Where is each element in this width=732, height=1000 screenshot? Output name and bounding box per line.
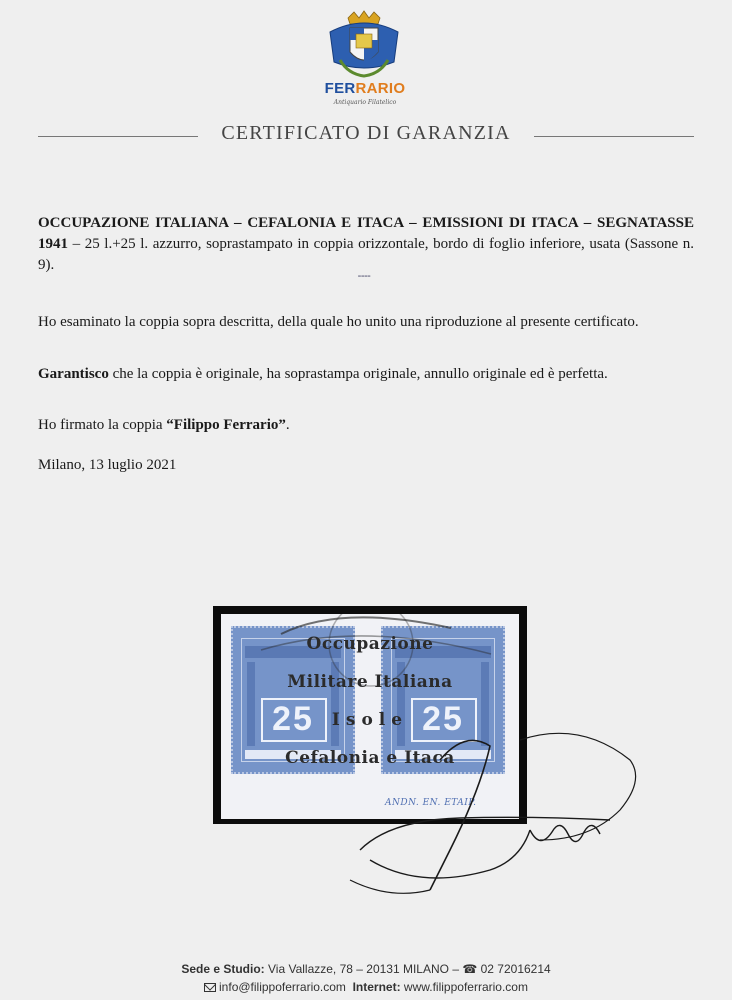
signer-name: “Filippo Ferrario” [166, 417, 286, 433]
handwritten-signature [330, 700, 650, 910]
guarantee-paragraph [38, 364, 694, 385]
title-row [38, 122, 694, 148]
overprint-line-3: Isole [331, 710, 409, 730]
guarantee-label: Garantisco [38, 366, 109, 382]
description-text: – 25 l.+25 l. azzurro, soprastampato in coppia orizzontale, bordo di foglio inferiore, usata (Sassone n. 9). [38, 236, 694, 273]
website-link[interactable]: www.filippoferrario.com [400, 980, 528, 994]
title-rule-left [38, 136, 198, 137]
place-date: Milano, 13 luglio 2021 [38, 457, 177, 473]
certificate-title: CERTIFICATO DI GARANZIA [221, 122, 511, 144]
crest-icon [318, 10, 410, 82]
brand-prefix: FER [324, 80, 356, 97]
overprint-line-2: Militare Italiana [287, 672, 453, 692]
internet-label: Internet: [352, 980, 401, 994]
brand-logo-text [300, 80, 430, 97]
footer-contacts [0, 980, 732, 994]
brand-accent: RARIO [355, 80, 406, 97]
stamp-value: 25 [422, 700, 464, 738]
stamp-value: 25 [272, 700, 314, 738]
signed-text: Ho firmato la coppia [38, 417, 167, 433]
mail-icon [204, 983, 216, 992]
guarantee-text: che la coppia è originale, ha soprastampa originale, annullo originale ed è perfetta. [108, 366, 608, 382]
overprint-line-1: Occupazione [306, 634, 434, 654]
signed-period: . [285, 417, 290, 433]
description-heading: OCCUPAZIONE ITALIANA – CEFALONIA E ITACA – EMISSIONI DI ITACA – SEGNATASSE 1941 [38, 215, 694, 252]
examination-paragraph: Ho esaminato la coppia sopra descritta, della quale ho unito una riproduzione al presente certificato. [38, 314, 639, 330]
brand-tagline: Antiquario Filatelico [333, 99, 397, 106]
overprint-line-4: Cefalonia e Itaca [285, 748, 455, 768]
sheet-margin-imprint: ANDN. EN. ETAIP. [385, 798, 477, 808]
description-paragraph [38, 213, 694, 276]
address-text: Via Vallazze, 78 – 20131 MILANO – ☎ 02 72016214 [264, 962, 551, 976]
separator: ---- [357, 270, 371, 282]
title-rule-right [534, 136, 694, 137]
signed-paragraph [38, 415, 694, 436]
address-label: Sede e Studio: [181, 962, 265, 976]
footer-address [0, 962, 732, 976]
email-link[interactable]: info@filippoferrario.com [219, 980, 346, 994]
